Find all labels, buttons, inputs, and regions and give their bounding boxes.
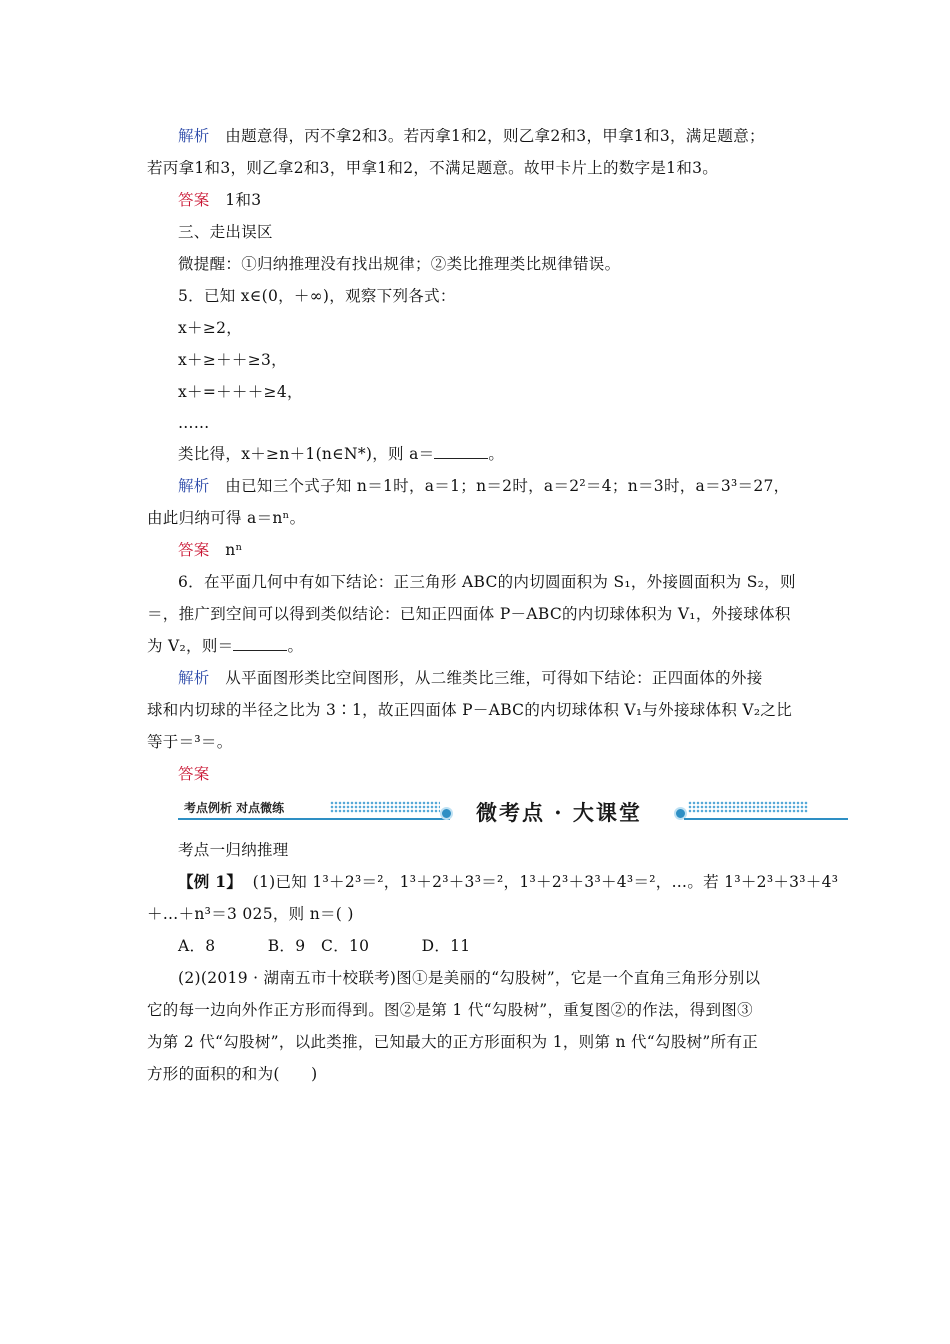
answer-line	[178, 190, 261, 210]
answer-text: nⁿ	[225, 541, 243, 559]
formula-2: x＋≥＋＋≥3，	[178, 351, 287, 369]
tip-text: 微提醒：①归纳推理没有找出规律；②类比推理类比规律错误。	[178, 255, 621, 273]
analysis-text: 从平面图形类比空间图形，从二维类比三维，可得如下结论：正四面体的外接	[225, 669, 763, 687]
example-part2: 方形的面积的和为( )	[147, 1065, 318, 1083]
example-part2: 为第 2 代“勾股树”，以此类推，已知最大的正方形面积为 1，则第 n 代“勾股树”所有正	[147, 1033, 759, 1051]
conclusion-line	[178, 444, 504, 464]
answer-line	[178, 540, 243, 560]
example-text: (1)已知 1³＋2³＝²，1³＋2³＋3³＝²，1³＋2³＋3³＋4³＝²，…。若 1³＋2³＋3³＋4³	[252, 873, 839, 891]
example-part2: 它的每一边向外作正方形而得到。图②是第 1 代“勾股树”，重复图②的作法，得到图③	[147, 1001, 753, 1019]
banner-dots-left	[330, 801, 440, 813]
analysis-text: 由题意得，丙不拿2和3。若丙拿1和2，则乙拿2和3，甲拿1和3，满足题意；	[225, 127, 765, 145]
analysis-line	[178, 668, 763, 688]
analysis-text-cont: 由此归纳可得 a＝nⁿ。	[147, 509, 306, 527]
banner-title: 微考点 · 大课堂	[476, 800, 642, 825]
question-6-line	[147, 636, 303, 656]
example-line	[178, 872, 838, 892]
answer-blank	[434, 446, 488, 459]
question-6-line: ＝，推广到空间可以得到类似结论：已知正四面体 P－ABC的内切球体积为 V₁，外接球体积	[147, 605, 791, 623]
ellipsis: ……	[178, 414, 210, 432]
answer-label: 答案	[178, 765, 210, 783]
conclusion-end: 。	[488, 445, 505, 463]
analysis-line	[178, 476, 789, 496]
formula-1: x＋≥2，	[178, 319, 243, 337]
analysis-label: 解析	[178, 127, 210, 145]
section-banner	[178, 795, 848, 829]
analysis-text-cont: 等于＝³＝。	[147, 733, 233, 751]
conclusion-text: 类比得，x＋≥n＋1(n∈N*)，则 a＝	[178, 445, 435, 463]
banner-dots-right	[688, 801, 808, 813]
analysis-text-cont: 若丙拿1和3，则乙拿2和3，甲拿1和2，不满足题意。故甲卡片上的数字是1和3。	[147, 159, 719, 177]
formula-3: x＋=＋＋＋≥4，	[178, 383, 303, 401]
question-6-text: 为 V₂，则＝	[147, 637, 234, 655]
answer-blank	[233, 638, 287, 651]
question-6-end: 。	[287, 637, 304, 655]
example-label: 【例 1】	[178, 872, 243, 891]
analysis-label: 解析	[178, 477, 210, 495]
question-5-stem: 5．已知 x∈(0，＋∞)，观察下列各式：	[178, 287, 456, 305]
banner-bullet-icon	[440, 807, 453, 820]
section-heading: 三、走出误区	[178, 223, 273, 241]
analysis-label: 解析	[178, 669, 210, 687]
answer-label: 答案	[178, 191, 210, 209]
analysis-text: 由已知三个式子知 n＝1时，a＝1；n＝2时，a＝2²＝4；n＝3时，a＝3³＝27，	[225, 477, 790, 495]
banner-right-rule	[684, 818, 848, 820]
topic-heading: 考点一归纳推理	[178, 841, 289, 859]
banner-tag: 考点例析 对点微练	[184, 801, 285, 815]
answer-label: 答案	[178, 541, 210, 559]
example-text-cont: ＋…＋n³＝3 025，则 n＝( )	[147, 905, 354, 923]
analysis-line	[178, 126, 765, 146]
question-6-line: 6．在平面几何中有如下结论：正三角形 ABC的内切圆面积为 S₁，外接圆面积为 S₂，则	[178, 573, 796, 591]
answer-text: 1和3	[225, 191, 262, 209]
answer-line	[178, 764, 210, 784]
example-part2: (2)(2019 · 湖南五市十校联考)图①是美丽的“勾股树”，它是一个直角三角形分别以	[178, 969, 761, 987]
analysis-text-cont: 球和内切球的半径之比为 3∶1，故正四面体 P－ABC的内切球体积 V₁与外接球体积 V₂之比	[147, 701, 793, 719]
answer-options: A．8 B．9 C．10 D．11	[178, 937, 471, 955]
